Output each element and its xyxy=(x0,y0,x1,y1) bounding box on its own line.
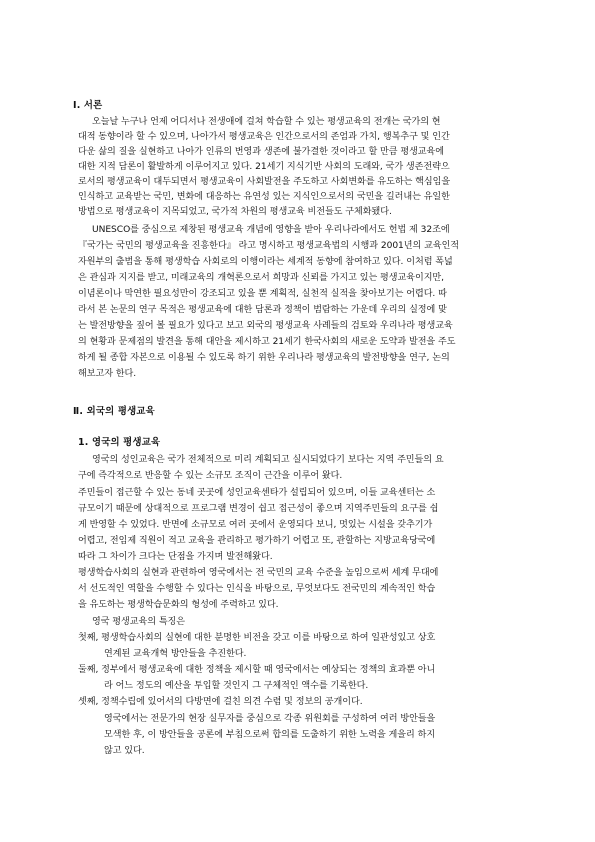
paragraph-line: 하게 될 종합 자본으로 이용될 수 있도록 하기 위한 우리나라 평생교육의 발전방향을 연구, 논의 xyxy=(78,353,450,363)
paragraph-line: 은 관심과 지지를 받고, 미래교육의 개혁론으로서 희망과 신뢰를 가지고 있는 평생교육이지만, xyxy=(78,273,445,283)
list-item-continuation: 연계된 교육개혁 방안들을 추진한다. xyxy=(104,649,247,659)
list-item-continuation: 않고 있다. xyxy=(104,746,145,756)
paragraph-line: 주민들이 접근할 수 있는 동네 곳곳에 성인교육센타가 설립되어 있으며, 이들 교육센터는 소 xyxy=(78,488,436,498)
list-item-third: 셋째, 정책수립에 있어서의 다방면에 걸친 의견 수렴 및 정보의 공개이다. xyxy=(78,697,363,707)
paragraph-line: 『국가는 국민의 평생교육을 진흥한다』 라고 명시하고 평생교육법의 시행과 2001년의 교육인적 xyxy=(78,241,460,251)
paragraph-line: 방법으로 평생교육이 지목되었고, 국가적 차원의 평생교육 비전들도 구체화됐다. xyxy=(78,207,392,217)
section-heading-introduction: Ⅰ. 서론 xyxy=(73,100,103,111)
paragraph-line: 라서 본 논문의 연구 목적은 평생교육에 대한 담론과 정책이 범람하는 가운데 우리의 실정에 맞 xyxy=(78,305,447,315)
list-item-first: 첫째, 평생학습사회의 실현에 대한 분명한 비전을 갖고 이를 바탕으로 하여 일관성있고 상호 xyxy=(78,633,436,643)
list-item-continuation: 영국에서는 전문가의 현장 실무자를 중심으로 각종 위원회를 구성하여 여러 방안들을 xyxy=(104,714,436,724)
paragraph-line: 영국 평생교육의 특징은 xyxy=(92,617,186,627)
paragraph-line: 자원부의 출범을 통해 평생학습 사회로의 이행이라는 세계적 동향에 참여하고 있다. 이처럼 폭넓 xyxy=(78,257,453,267)
paragraph-line: 서 선도적인 역할을 수행할 수 있다는 인식을 바탕으로, 무엇보다도 전국민의 계속적인 학습 xyxy=(78,584,436,594)
paragraph-line: 따라 그 차이가 크다는 단점을 가지며 발전해왔다. xyxy=(78,552,273,562)
paragraph-line: 로서의 평생교육이 대두되면서 평생교육이 사회발전을 주도하고 사회변화를 유도하는 핵심임을 xyxy=(78,177,451,187)
paragraph-line: 게 반영할 수 있었다. 반면에 소규모로 여러 곳에서 운영되다 보니, 멋있는 시설을 갖추기가 xyxy=(78,520,433,530)
paragraph-line: 는 발전방향을 짚어 볼 필요가 있다고 보고 외국의 평생교육 사례들의 검토와 우리나라 평생교육 xyxy=(78,321,453,331)
paragraph-line: 평생학습사회의 실현과 관련하여 영국에서는 전 국민의 교육 수준을 높임으로써 세계 무대에 xyxy=(78,568,439,578)
paragraph-line: 구에 즉각적으로 반응할 수 있는 소규모 조직이 근간을 이루어 왔다. xyxy=(78,471,343,481)
paragraph-line: 영국의 성인교육은 국가 전체적으로 미리 계획되고 실시되었다기 보다는 지역 주민들의 요 xyxy=(92,455,444,465)
paragraph-line: 어렵고, 전임제 직원이 적고 교육을 관리하고 평가하기 어렵고 또, 관할하는 지방교육당국에 xyxy=(78,536,436,546)
subsection-heading-uk: 1. 영국의 평생교육 xyxy=(78,437,161,448)
paragraph-line: 해보고자 한다. xyxy=(78,369,137,379)
section-heading-foreign-lifelong-education: Ⅱ. 외국의 평생교육 xyxy=(73,406,155,417)
list-item-second: 둘째, 정부에서 평생교육에 대한 정책을 제시할 때 영국에서는 예상되는 정책의 효과뿐 아니 xyxy=(78,665,436,675)
list-item-continuation: 라 어느 정도의 예산을 투입할 것인지 그 구체적인 액수를 기록한다. xyxy=(104,681,369,691)
list-item-continuation: 모색한 후, 이 방안들을 공론에 부침으로써 합의를 도출하기 위한 노력을 게을리 하지 xyxy=(104,730,436,740)
paragraph-line: 대한 지적 담론이 활발하게 이루어지고 있다. 21세기 지식기반 사회의 도래와, 국가 생존전략으 xyxy=(78,162,450,172)
paragraph-line: 다운 삶의 질을 실현하고 나아가 인류의 번영과 생존에 불가결한 것이라고 할 만큼 평생교육에 xyxy=(78,147,445,157)
paragraph-line: 을 유도하는 평생학습문화의 형성에 주력하고 있다. xyxy=(78,600,279,610)
paragraph-line: UNESCO를 중심으로 제창된 평생교육 개념에 영향을 받아 우리나라에서도 헌법 제 32조에 xyxy=(92,225,450,235)
paragraph-line: 인식하고 교육받는 국민, 변화에 대응하는 유연성 있는 지식인으로서의 국민을 길러내는 유일한 xyxy=(78,192,450,202)
paragraph-line: 규모이기 때문에 상대적으로 프로그램 변경이 쉽고 접근성이 좋으며 지역주민들의 요구를 쉽 xyxy=(78,504,439,514)
paragraph-line: 대적 동향이라 할 수 있으며, 나아가서 평생교육은 인간으로서의 존엄과 가치, 행복추구 및 인간 xyxy=(78,132,450,142)
paragraph-line: 이념론이나 막연한 필요성만이 강조되고 있을 뿐 계획적, 실천적 실적을 찾아보기는 어렵다. 따 xyxy=(78,289,447,299)
paragraph-line: 오늘날 누구나 언제 어디서나 전생애에 걸쳐 학습할 수 있는 평생교육의 전개는 국가의 현 xyxy=(92,117,441,127)
paragraph-line: 의 현황과 문제점의 발견을 통해 대안을 제시하고 21세기 한국사회의 새로운 도약과 발전을 주도 xyxy=(78,337,456,347)
